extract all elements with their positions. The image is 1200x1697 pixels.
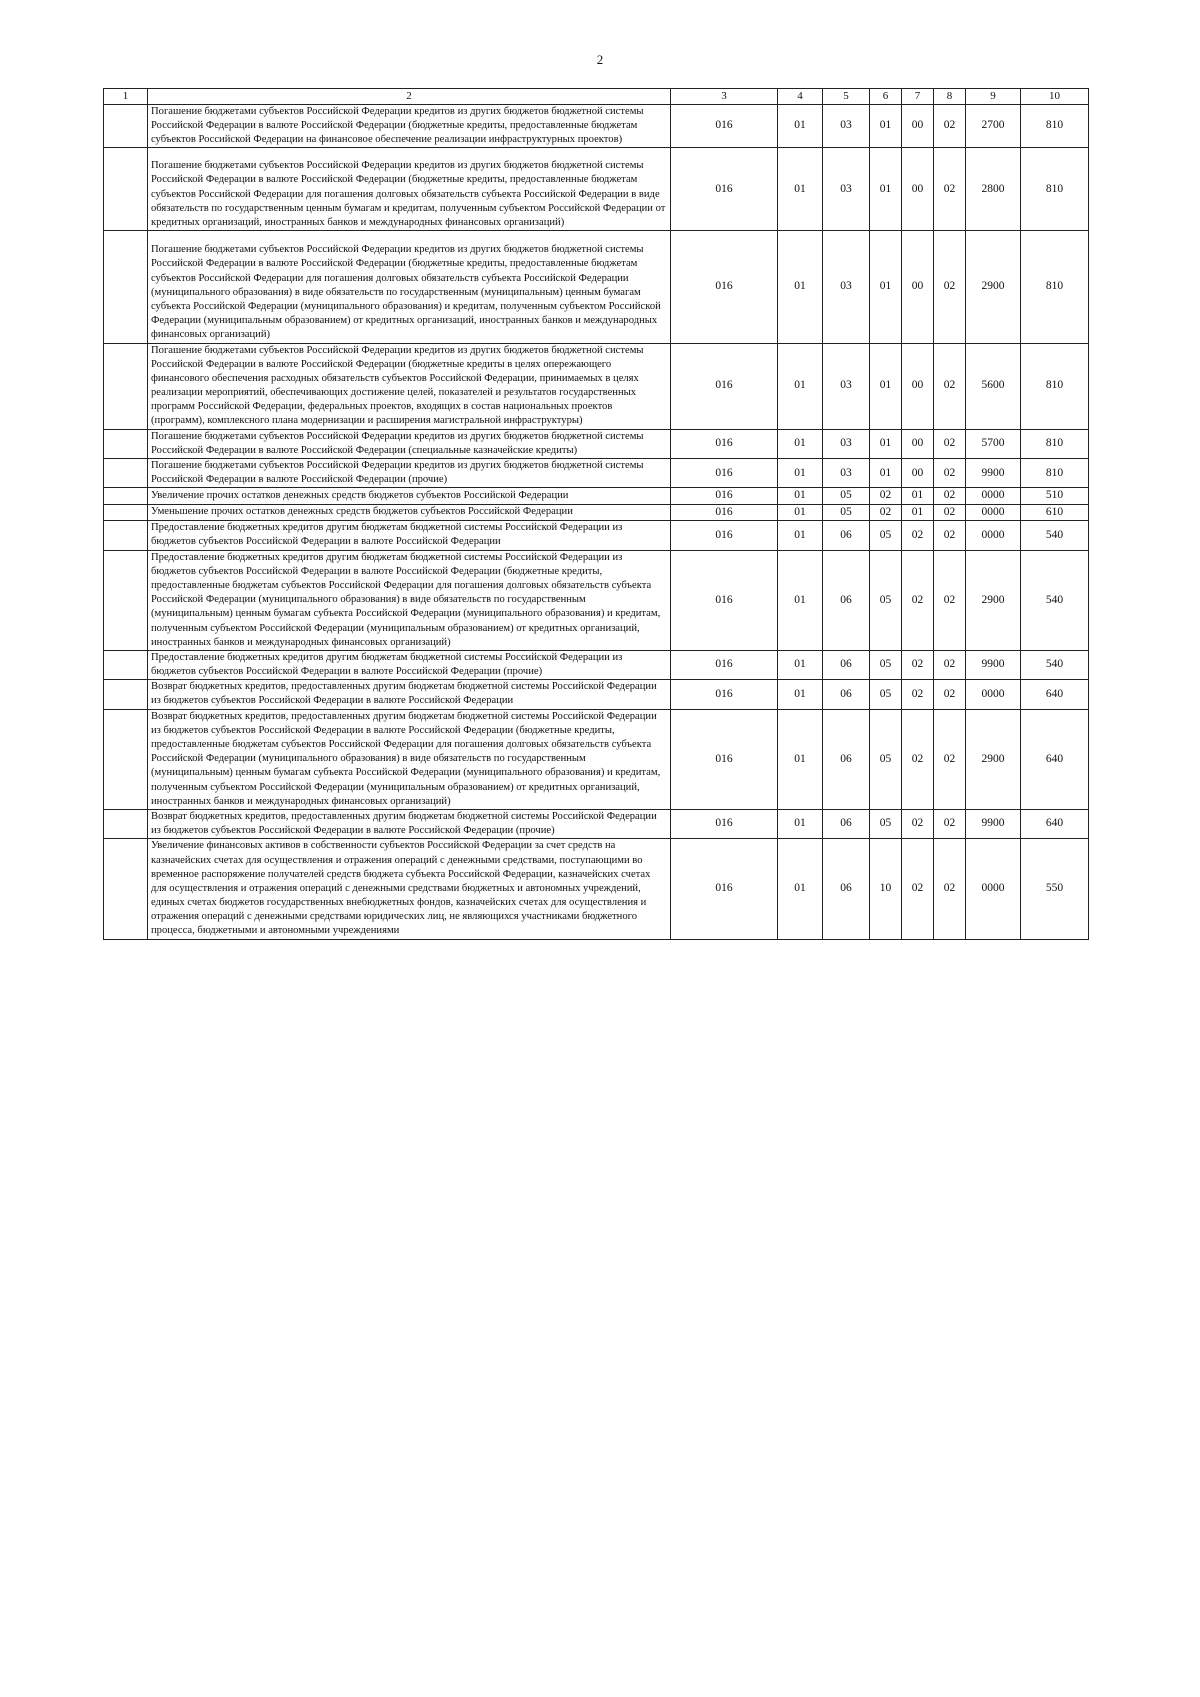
code-cell: 02 [934, 809, 966, 838]
code-cell: 01 [778, 550, 823, 650]
code-cell: 06 [823, 650, 870, 679]
code-cell: 01 [778, 231, 823, 343]
table-row [104, 839, 1089, 939]
code-cell: 02 [902, 550, 934, 650]
code-cell: 02 [934, 104, 966, 148]
code-cell: 03 [823, 429, 870, 458]
code-cell: 02 [934, 650, 966, 679]
code-cell: 016 [671, 650, 778, 679]
code-cell: 02 [934, 148, 966, 231]
code-cell: 02 [934, 521, 966, 550]
table-row [104, 650, 1089, 679]
code-cell: 01 [778, 839, 823, 939]
code-cell: 03 [823, 343, 870, 429]
code-cell: 02 [934, 550, 966, 650]
code-cell: 02 [934, 429, 966, 458]
row-index-cell [104, 550, 148, 650]
code-cell: 016 [671, 709, 778, 809]
code-cell: 610 [1021, 504, 1089, 520]
code-cell: 016 [671, 429, 778, 458]
row-index-cell [104, 231, 148, 343]
table-row [104, 504, 1089, 520]
code-cell: 540 [1021, 550, 1089, 650]
code-cell: 510 [1021, 488, 1089, 504]
row-description: Увеличение финансовых активов в собственности субъектов Российской Федерации за счет средств на казначейских счетах для осуществления и отражения операций с денежными средствами, поступающими во временное распоряжение получателей средств бюджета субъекта Российской Федерации, казначейских счетах для осуществления и отражения операций с денежными средствами бюджетных и автономных учреждений, единых счетах бюджетов государственных внебюджетных фондов, казначейских счетах для осуществления и отражения операций с денежными средствами юридических лиц, не являющихся участниками бюджетного процесса, бюджетными и автономными учреждениями [148, 839, 671, 939]
code-cell: 06 [823, 550, 870, 650]
code-cell: 06 [823, 521, 870, 550]
row-description: Погашение бюджетами субъектов Российской Федерации кредитов из других бюджетов бюджетной системы Российской Федерации в валюте Российской Федерации (бюджетные кредиты, предоставленные бюджетам субъектов Российской Федерации для погашения долговых обязательств субъекта Российской Федерации в виде обязательств по государственным ценным бумагам и кредитам, полученным субъектом Российской Федерации от кредитных организаций, иностранных банков и международных финансовых организаций) [148, 148, 671, 231]
code-cell: 016 [671, 231, 778, 343]
code-cell: 9900 [966, 809, 1021, 838]
code-cell: 016 [671, 550, 778, 650]
column-number-header: 2 [148, 89, 671, 105]
code-cell: 01 [778, 709, 823, 809]
row-description: Погашение бюджетами субъектов Российской Федерации кредитов из других бюджетов бюджетной системы Российской Федерации в валюте Российской Федерации (бюджетные кредиты в целях опережающего финансового обеспечения расходных обязательств субъектов Российской Федерации, принимаемых в целях реализации мероприятий, обеспечивающих достижение целей, показателей и результатов государственных программ Российской Федерации, федеральных проектов, входящих в состав национальных проектов (программ), комплексного плана модернизации и расширения магистральной инфраструктуры) [148, 343, 671, 429]
row-description: Возврат бюджетных кредитов, предоставленных другим бюджетам бюджетной системы Российской Федерации из бюджетов субъектов Российской Федерации в валюте Российской Федерации [148, 680, 671, 709]
row-description: Погашение бюджетами субъектов Российской Федерации кредитов из других бюджетов бюджетной системы Российской Федерации в валюте Российской Федерации (специальные казначейские кредиты) [148, 429, 671, 458]
code-cell: 9900 [966, 650, 1021, 679]
row-description: Погашение бюджетами субъектов Российской Федерации кредитов из других бюджетов бюджетной системы Российской Федерации в валюте Российской Федерации (прочие) [148, 459, 671, 488]
code-cell: 2900 [966, 550, 1021, 650]
code-cell: 016 [671, 488, 778, 504]
code-cell: 00 [902, 148, 934, 231]
code-cell: 02 [934, 680, 966, 709]
code-cell: 10 [870, 839, 902, 939]
row-index-cell [104, 809, 148, 838]
code-cell: 01 [870, 104, 902, 148]
code-cell: 02 [934, 839, 966, 939]
column-number-row [104, 89, 1089, 105]
code-cell: 9900 [966, 459, 1021, 488]
code-cell: 540 [1021, 521, 1089, 550]
table-row [104, 148, 1089, 231]
code-cell: 05 [870, 680, 902, 709]
code-cell: 5700 [966, 429, 1021, 458]
code-cell: 01 [778, 504, 823, 520]
code-cell: 06 [823, 709, 870, 809]
code-cell: 05 [823, 488, 870, 504]
code-cell: 01 [778, 343, 823, 429]
code-cell: 01 [870, 459, 902, 488]
code-cell: 01 [778, 809, 823, 838]
code-cell: 02 [934, 488, 966, 504]
code-cell: 02 [870, 488, 902, 504]
row-description: Уменьшение прочих остатков денежных средств бюджетов субъектов Российской Федерации [148, 504, 671, 520]
code-cell: 016 [671, 148, 778, 231]
code-cell: 06 [823, 680, 870, 709]
row-description: Погашение бюджетами субъектов Российской Федерации кредитов из других бюджетов бюджетной системы Российской Федерации в валюте Российской Федерации (бюджетные кредиты, предоставленные бюджетам субъектов Российской Федерации на финансовое обеспечение реализации инфраструктурных проектов) [148, 104, 671, 148]
code-cell: 01 [778, 680, 823, 709]
code-cell: 2900 [966, 709, 1021, 809]
code-cell: 540 [1021, 650, 1089, 679]
code-cell: 810 [1021, 148, 1089, 231]
code-cell: 01 [870, 429, 902, 458]
table-row [104, 809, 1089, 838]
code-cell: 02 [902, 680, 934, 709]
column-number-header: 6 [870, 89, 902, 105]
column-number-header: 9 [966, 89, 1021, 105]
code-cell: 01 [778, 650, 823, 679]
code-cell: 810 [1021, 429, 1089, 458]
code-cell: 01 [778, 104, 823, 148]
code-cell: 640 [1021, 680, 1089, 709]
code-cell: 01 [778, 148, 823, 231]
code-cell: 05 [870, 709, 902, 809]
code-cell: 00 [902, 343, 934, 429]
code-cell: 00 [902, 429, 934, 458]
row-description: Возврат бюджетных кредитов, предоставленных другим бюджетам бюджетной системы Российской Федерации из бюджетов субъектов Российской Федерации в валюте Российской Федерации (бюджетные кредиты, предоставленные бюджетам субъектов Российской Федерации для погашения долговых обязательств субъекта Российской Федерации (муниципального образования) в виде обязательств по государственным (муниципальным) ценным бумагам субъекта Российской Федерации (муниципального образования) и кредитам, полученным субъектом Российской Федерации (муниципальным образованием) от кредитных организаций, иностранных банков и международных финансовых организаций) [148, 709, 671, 809]
code-cell: 05 [870, 521, 902, 550]
table-row [104, 709, 1089, 809]
table-row [104, 231, 1089, 343]
code-cell: 016 [671, 504, 778, 520]
table-row [104, 550, 1089, 650]
code-cell: 016 [671, 680, 778, 709]
code-cell: 0000 [966, 839, 1021, 939]
row-description: Погашение бюджетами субъектов Российской Федерации кредитов из других бюджетов бюджетной системы Российской Федерации в валюте Российской Федерации (бюджетные кредиты, предоставленные бюджетам субъектов Российской Федерации для погашения долговых обязательств субъекта Российской Федерации (муниципального образования) в виде обязательств по государственным (муниципальным) ценным бумагам субъекта Российской Федерации (муниципального образования) и кредитам, полученным субъектом Российской Федерации (муниципальным образованием) от кредитных организаций, иностранных банков и международных финансовых организаций) [148, 231, 671, 343]
table-row [104, 429, 1089, 458]
code-cell: 640 [1021, 809, 1089, 838]
code-cell: 0000 [966, 680, 1021, 709]
table-row [104, 459, 1089, 488]
code-cell: 02 [934, 459, 966, 488]
code-cell: 016 [671, 459, 778, 488]
table-row [104, 680, 1089, 709]
code-cell: 0000 [966, 521, 1021, 550]
code-cell: 550 [1021, 839, 1089, 939]
code-cell: 01 [778, 429, 823, 458]
table-row [104, 343, 1089, 429]
code-cell: 016 [671, 104, 778, 148]
code-cell: 016 [671, 839, 778, 939]
column-number-header: 1 [104, 89, 148, 105]
row-description: Предоставление бюджетных кредитов другим бюджетам бюджетной системы Российской Федерации из бюджетов субъектов Российской Федерации в валюте Российской Федерации [148, 521, 671, 550]
code-cell: 05 [870, 809, 902, 838]
code-cell: 01 [870, 148, 902, 231]
code-cell: 810 [1021, 459, 1089, 488]
code-cell: 00 [902, 459, 934, 488]
table-row [104, 488, 1089, 504]
code-cell: 01 [778, 459, 823, 488]
code-cell: 810 [1021, 343, 1089, 429]
code-cell: 05 [823, 504, 870, 520]
code-cell: 02 [934, 504, 966, 520]
code-cell: 0000 [966, 488, 1021, 504]
row-index-cell [104, 521, 148, 550]
code-cell: 016 [671, 521, 778, 550]
code-cell: 03 [823, 104, 870, 148]
row-index-cell [104, 650, 148, 679]
column-number-header: 8 [934, 89, 966, 105]
column-number-header: 3 [671, 89, 778, 105]
row-description: Предоставление бюджетных кредитов другим бюджетам бюджетной системы Российской Федерации из бюджетов субъектов Российской Федерации в валюте Российской Федерации (бюджетные кредиты, предоставленные бюджетам субъектов Российской Федерации для погашения долговых обязательств субъекта Российской Федерации (муниципального образования) в виде обязательств по государственным (муниципальным) ценным бумагам субъекта Российской Федерации (муниципального образования) и кредитам, полученным субъектом Российской Федерации (муниципальным образованием) от кредитных организаций, иностранных банков и международных финансовых организаций) [148, 550, 671, 650]
code-cell: 2700 [966, 104, 1021, 148]
code-cell: 02 [902, 521, 934, 550]
row-index-cell [104, 709, 148, 809]
code-cell: 01 [870, 231, 902, 343]
column-number-header: 7 [902, 89, 934, 105]
row-description: Возврат бюджетных кредитов, предоставленных другим бюджетам бюджетной системы Российской Федерации из бюджетов субъектов Российской Федерации в валюте Российской Федерации (прочие) [148, 809, 671, 838]
code-cell: 016 [671, 343, 778, 429]
code-cell: 01 [778, 521, 823, 550]
code-cell: 810 [1021, 104, 1089, 148]
row-description: Увеличение прочих остатков денежных средств бюджетов субъектов Российской Федерации [148, 488, 671, 504]
row-index-cell [104, 504, 148, 520]
column-number-header: 5 [823, 89, 870, 105]
row-index-cell [104, 429, 148, 458]
row-description: Предоставление бюджетных кредитов другим бюджетам бюджетной системы Российской Федерации из бюджетов субъектов Российской Федерации в валюте Российской Федерации (прочие) [148, 650, 671, 679]
code-cell: 05 [870, 550, 902, 650]
page-number: 2 [596, 52, 604, 67]
code-cell: 05 [870, 650, 902, 679]
code-cell: 03 [823, 231, 870, 343]
code-cell: 02 [902, 709, 934, 809]
code-cell: 02 [934, 231, 966, 343]
row-index-cell [104, 459, 148, 488]
code-cell: 640 [1021, 709, 1089, 809]
code-cell: 810 [1021, 231, 1089, 343]
code-cell: 02 [902, 809, 934, 838]
code-cell: 2800 [966, 148, 1021, 231]
row-index-cell [104, 343, 148, 429]
code-cell: 00 [902, 231, 934, 343]
budget-classification-table [103, 88, 1089, 940]
code-cell: 02 [902, 839, 934, 939]
row-index-cell [104, 680, 148, 709]
code-cell: 00 [902, 104, 934, 148]
code-cell: 01 [778, 488, 823, 504]
code-cell: 03 [823, 459, 870, 488]
table-row [104, 104, 1089, 148]
code-cell: 02 [934, 343, 966, 429]
code-cell: 5600 [966, 343, 1021, 429]
code-cell: 03 [823, 148, 870, 231]
code-cell: 01 [870, 343, 902, 429]
row-index-cell [104, 839, 148, 939]
row-index-cell [104, 104, 148, 148]
code-cell: 06 [823, 839, 870, 939]
code-cell: 02 [902, 650, 934, 679]
row-index-cell [104, 488, 148, 504]
row-index-cell [104, 148, 148, 231]
code-cell: 02 [934, 709, 966, 809]
column-number-header: 4 [778, 89, 823, 105]
table-row [104, 521, 1089, 550]
code-cell: 0000 [966, 504, 1021, 520]
code-cell: 06 [823, 809, 870, 838]
code-cell: 016 [671, 809, 778, 838]
code-cell: 02 [870, 504, 902, 520]
code-cell: 2900 [966, 231, 1021, 343]
column-number-header: 10 [1021, 89, 1089, 105]
code-cell: 01 [902, 488, 934, 504]
code-cell: 01 [902, 504, 934, 520]
